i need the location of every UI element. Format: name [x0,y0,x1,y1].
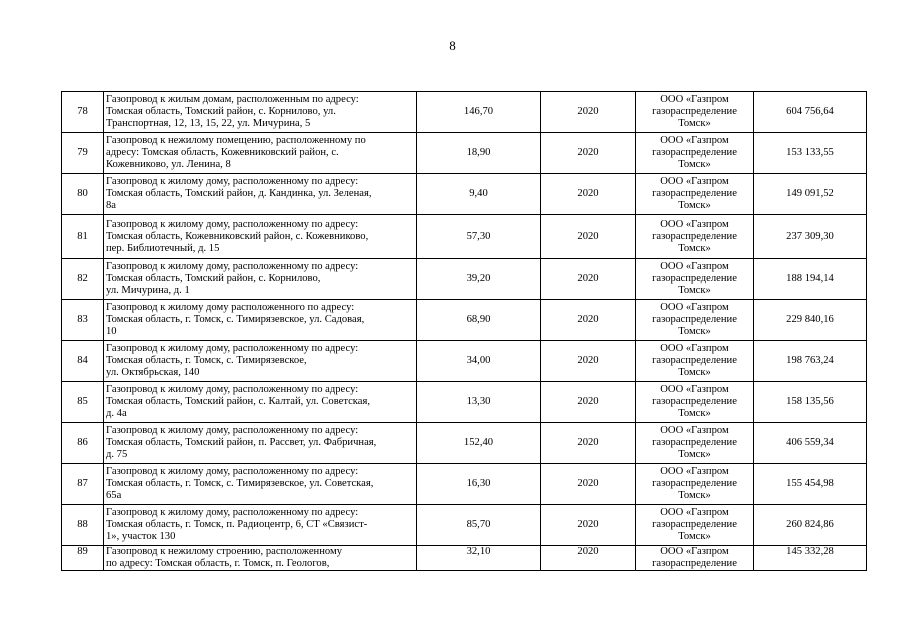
commission-year: 2020 [541,505,636,546]
table-row [62,92,867,133]
table-row [62,215,867,259]
object-name: Газопровод к жилому дому, расположенному по адресу: Томская область, Кожевниковский район, с. Кожевниково, пер. Библиотечный, д. 15 [104,215,417,259]
row-number: 84 [62,341,104,382]
owner-organization: ООО «Газпром газораспределение Томск» [636,259,754,300]
cost-value: 237 309,30 [754,215,867,259]
owner-organization: ООО «Газпром газораспределение [636,546,754,571]
row-number: 78 [62,92,104,133]
table-row [62,341,867,382]
pipeline-length: 57,30 [417,215,541,259]
commission-year: 2020 [541,92,636,133]
commission-year: 2020 [541,546,636,571]
owner-organization: ООО «Газпром газораспределение Томск» [636,133,754,174]
object-name: Газопровод к жилому дому, расположенному по адресу: Томская область, Томский район, с. Калтай, ул. Советская, д. 4а [104,382,417,423]
row-number: 85 [62,382,104,423]
owner-organization: ООО «Газпром газораспределение Томск» [636,92,754,133]
row-number: 82 [62,259,104,300]
page-number: 8 [449,38,456,53]
cost-value: 260 824,86 [754,505,867,546]
table-row [62,505,867,546]
row-number: 86 [62,423,104,464]
commission-year: 2020 [541,341,636,382]
cost-value: 145 332,28 [754,546,867,571]
row-number: 87 [62,464,104,505]
pipeline-length: 9,40 [417,174,541,215]
cost-value: 406 559,34 [754,423,867,464]
cost-value: 604 756,64 [754,92,867,133]
table-row [62,174,867,215]
object-name: Газопровод к нежилому помещению, расположенному по адресу: Томская область, Кожевниковский район, с. Кожевниково, ул. Ленина, 8 [104,133,417,174]
object-name: Газопровод к жилому дому расположенного по адресу: Томская область, г. Томск, с. Тимирязевское, ул. Садовая, 10 [104,300,417,341]
owner-organization: ООО «Газпром газораспределение Томск» [636,382,754,423]
commission-year: 2020 [541,423,636,464]
table-row [62,133,867,174]
table-row [62,382,867,423]
commission-year: 2020 [541,174,636,215]
object-name: Газопровод к жилому дому, расположенному по адресу: Томская область, Томский район, п. Рассвет, ул. Фабричная, д. 75 [104,423,417,464]
cost-value: 149 091,52 [754,174,867,215]
cost-value: 155 454,98 [754,464,867,505]
owner-organization: ООО «Газпром газораспределение Томск» [636,464,754,505]
commission-year: 2020 [541,300,636,341]
pipeline-length: 85,70 [417,505,541,546]
row-number: 88 [62,505,104,546]
gas-pipeline-registry-table [61,91,867,571]
object-name: Газопровод к нежилому строению, расположенному по адресу: Томская область, г. Томск, п. Геологов, [104,546,417,571]
row-number: 83 [62,300,104,341]
commission-year: 2020 [541,133,636,174]
row-number: 80 [62,174,104,215]
owner-organization: ООО «Газпром газораспределение Томск» [636,174,754,215]
pipeline-length: 39,20 [417,259,541,300]
commission-year: 2020 [541,215,636,259]
object-name: Газопровод к жилому дому, расположенному по адресу: Томская область, г. Томск, п. Радиоцентр, 6, СТ «Связист- 1», участок 130 [104,505,417,546]
pipeline-length: 152,40 [417,423,541,464]
row-number: 81 [62,215,104,259]
table-row [62,300,867,341]
cost-value: 229 840,16 [754,300,867,341]
cost-value: 198 763,24 [754,341,867,382]
pipeline-length: 34,00 [417,341,541,382]
owner-organization: ООО «Газпром газораспределение Томск» [636,215,754,259]
row-number: 79 [62,133,104,174]
object-name: Газопровод к жилому дому, расположенному по адресу: Томская область, г. Томск, с. Тимирязевское, ул. Октябрьская, 140 [104,341,417,382]
row-number: 89 [62,546,104,571]
commission-year: 2020 [541,464,636,505]
owner-organization: ООО «Газпром газораспределение Томск» [636,341,754,382]
cost-value: 158 135,56 [754,382,867,423]
object-name: Газопровод к жилому дому, расположенному по адресу: Томская область, г. Томск, с. Тимирязевское, ул. Советская, 65а [104,464,417,505]
pipeline-length: 18,90 [417,133,541,174]
owner-organization: ООО «Газпром газораспределение Томск» [636,423,754,464]
cost-value: 188 194,14 [754,259,867,300]
table-row [62,546,867,571]
cost-value: 153 133,55 [754,133,867,174]
pipeline-length: 68,90 [417,300,541,341]
object-name: Газопровод к жилому дому, расположенному по адресу: Томская область, Томский район, д. Кандинка, ул. Зеленая, 8а [104,174,417,215]
table-row [62,259,867,300]
pipeline-length: 146,70 [417,92,541,133]
table-row [62,464,867,505]
pipeline-length: 13,30 [417,382,541,423]
owner-organization: ООО «Газпром газораспределение Томск» [636,300,754,341]
commission-year: 2020 [541,259,636,300]
object-name: Газопровод к жилым домам, расположенным по адресу: Томская область, Томский район, с. Корнилово, ул. Транспортная, 12, 13, 15, 22, ул. Мичурина, 5 [104,92,417,133]
table-row [62,423,867,464]
object-name: Газопровод к жилому дому, расположенному по адресу: Томская область, Томский район, с. Корнилово, ул. Мичурина, д. 1 [104,259,417,300]
commission-year: 2020 [541,382,636,423]
owner-organization: ООО «Газпром газораспределение Томск» [636,505,754,546]
pipeline-length: 16,30 [417,464,541,505]
pipeline-length: 32,10 [417,546,541,571]
